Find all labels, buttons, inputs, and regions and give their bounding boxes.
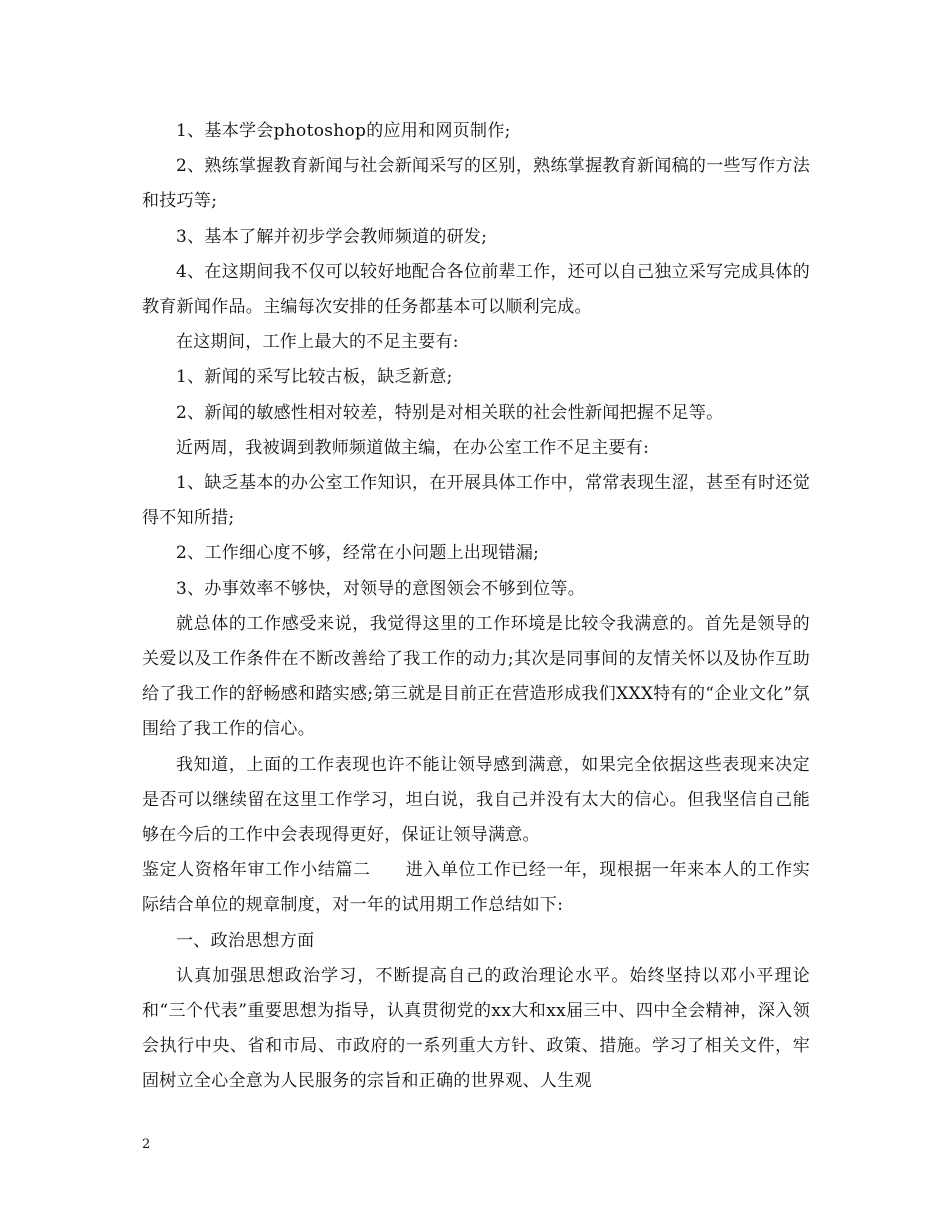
paragraph: 1、基本学会photoshop的应用和网页制作; (176, 121, 511, 141)
paragraph: 2、熟练掌握教育新闻与社会新闻采写的区别，熟练掌握教育新闻稿的一些写作方法和技巧等; (142, 156, 810, 212)
section-heading-paragraph: 鉴定人资格年审工作小结篇二 进入单位工作已经一年，现根据一年来本人的工作实际结合单位的规章制度，对一年的试用期工作总结如下: (142, 860, 810, 916)
paragraph: 3、基本了解并初步学会教师频道的研发; (176, 226, 488, 247)
body-text (142, 114, 810, 1100)
paragraph: 就总体的工作感受来说，我觉得这里的工作环境是比较令我满意的。首先是领导的关爱以及工作条件在不断改善给了我工作的动力;其次是同事间的友情关怀以及协作互助给了我工作的舒畅感和踏实感;第三就是目前正在营造形成我们XXX特有的“企业文化”氛围给了我工作的信心。 (142, 613, 810, 740)
paragraph: 1、新闻的采写比较古板，缺乏新意; (176, 367, 453, 388)
paragraph: 认真加强思想政治学习，不断提高自己的政治理论水平。始终坚持以邓小平理论和“三个代表”重要思想为指导，认真贯彻党的xx大和xx届三中、四中全会精神，深入领会执行中央、省和市局、市政府的一系列重大方针、政策、措施。学习了相关文件，牢固树立全心全意为人民服务的宗旨和正确的世界观、人生观 (142, 965, 810, 1092)
paragraph: 3、办事效率不够快，对领导的意图领会不够到位等。 (176, 578, 586, 599)
paragraph: 2、工作细心度不够，经常在小问题上出现错漏; (176, 543, 540, 564)
paragraph: 4、在这期间我不仅可以较好地配合各位前辈工作，还可以自己独立采写完成具体的教育新闻作品。主编每次安排的任务都基本可以顺利完成。 (142, 261, 810, 318)
section-subheading: 一、政治思想方面 (176, 930, 315, 951)
page-number: 2 (142, 1137, 151, 1152)
paragraph: 2、新闻的敏感性相对较差，特别是对相关联的社会性新闻把握不足等。 (176, 402, 724, 423)
paragraph: 1、缺乏基本的办公室工作知识，在开展具体工作中，常常表现生涩，甚至有时还觉得不知所措; (142, 473, 810, 529)
paragraph: 在这期间，工作上最大的不足主要有: (176, 332, 459, 353)
paragraph: 我知道，上面的工作表现也许不能让领导感到满意，如果完全依据这些表现来决定是否可以继续留在这里工作学习，坦白说，我自己并没有太大的信心。但我坚信自己能够在今后的工作中会表现得更好，保证让领导满意。 (142, 754, 810, 846)
paragraph: 近两周，我被调到教师频道做主编，在办公室工作不足主要有: (176, 437, 650, 458)
